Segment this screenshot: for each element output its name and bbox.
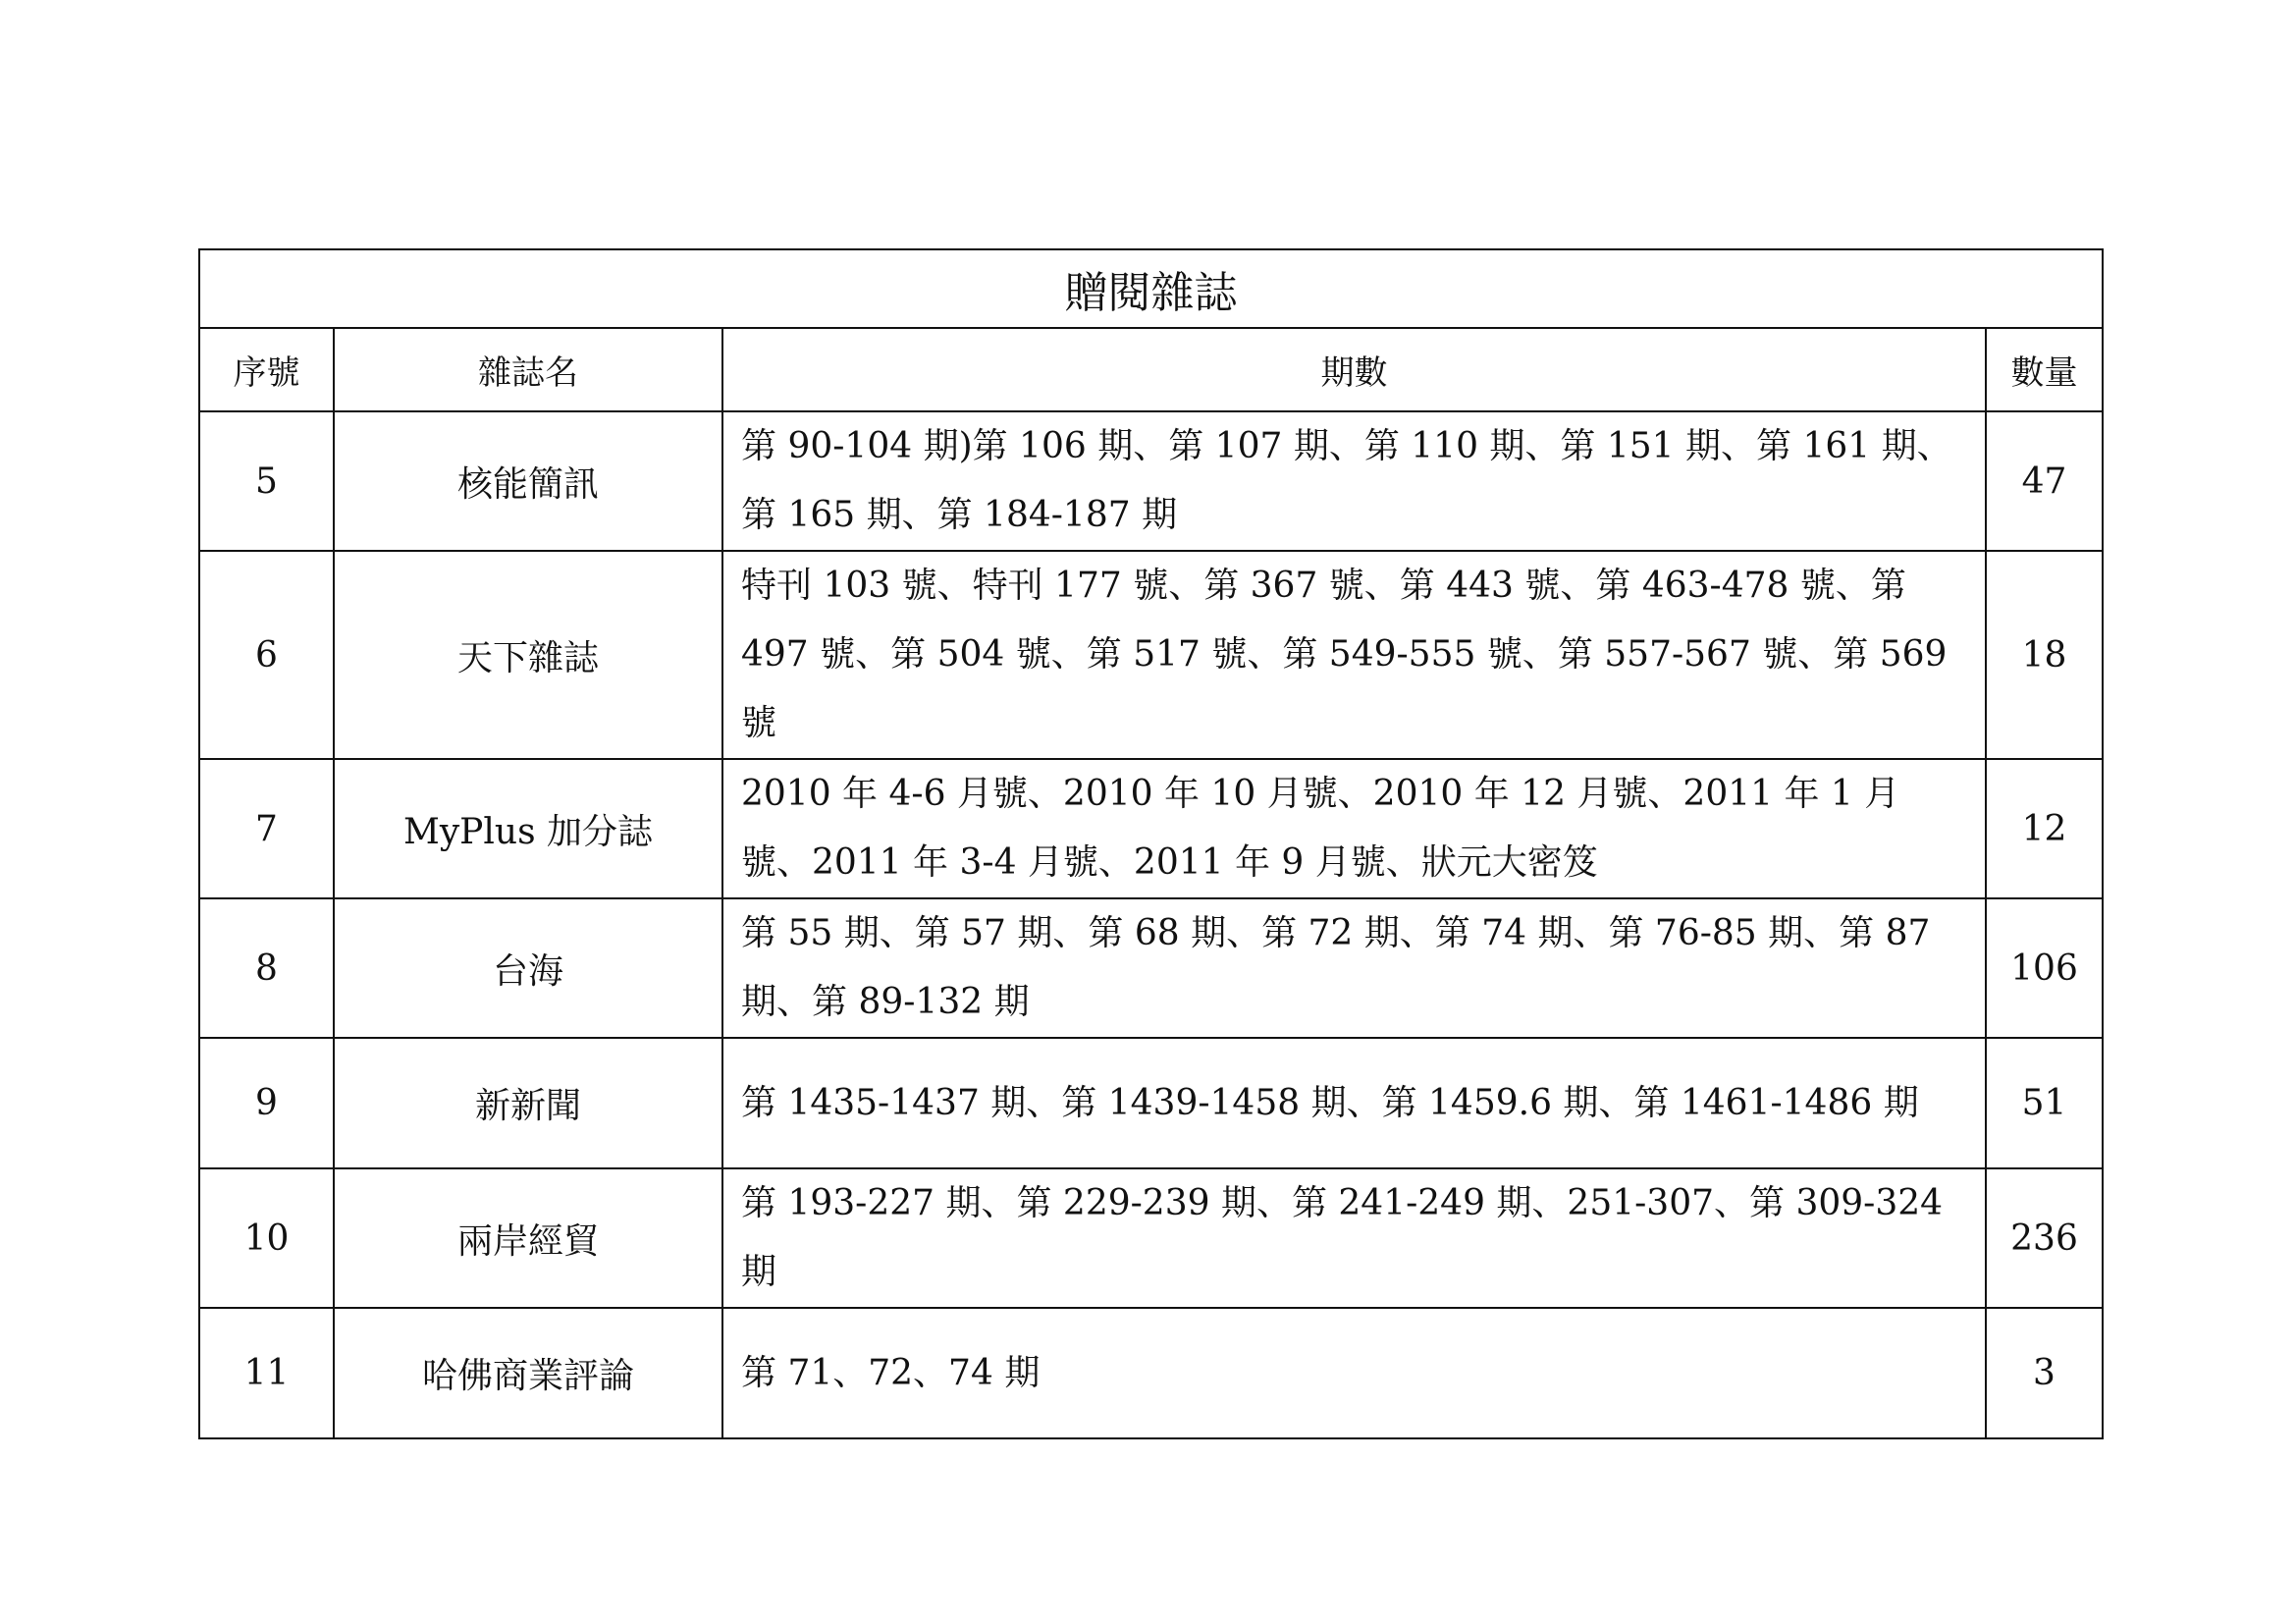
row-quantity: 18 <box>1986 551 2103 759</box>
row-serial-no: 11 <box>199 1308 334 1438</box>
row-issues: 第 193-227 期、第 229-239 期、第 241-249 期、251-307、第 309-324 期 <box>722 1168 1986 1308</box>
row-serial-no: 10 <box>199 1168 334 1308</box>
gift-magazines-table <box>198 248 2104 1439</box>
table-row <box>199 759 2103 898</box>
row-magazine-name: 台海 <box>334 898 722 1038</box>
table-row <box>199 898 2103 1038</box>
table-row <box>199 411 2103 551</box>
row-magazine-name: 哈佛商業評論 <box>334 1308 722 1438</box>
row-quantity: 3 <box>1986 1308 2103 1438</box>
header-magazine-name: 雜誌名 <box>334 328 722 411</box>
row-quantity: 106 <box>1986 898 2103 1038</box>
row-serial-no: 9 <box>199 1038 334 1168</box>
row-issues: 第 1435-1437 期、第 1439-1458 期、第 1459.6 期、第 1461-1486 期 <box>722 1038 1986 1168</box>
table-title-row <box>199 249 2103 328</box>
row-magazine-name: MyPlus 加分誌 <box>334 759 722 898</box>
table-header-row <box>199 328 2103 411</box>
row-issues: 2010 年 4-6 月號、2010 年 10 月號、2010 年 12 月號、2011 年 1 月號、2011 年 3-4 月號、2011 年 9 月號、狀元大密笈 <box>722 759 1986 898</box>
table-row <box>199 551 2103 759</box>
row-magazine-name: 天下雜誌 <box>334 551 722 759</box>
row-issues: 第 55 期、第 57 期、第 68 期、第 72 期、第 74 期、第 76-85 期、第 87 期、第 89-132 期 <box>722 898 1986 1038</box>
row-issues: 第 71、72、74 期 <box>722 1308 1986 1438</box>
row-quantity: 47 <box>1986 411 2103 551</box>
table-row <box>199 1038 2103 1168</box>
row-magazine-name: 新新聞 <box>334 1038 722 1168</box>
row-magazine-name: 核能簡訊 <box>334 411 722 551</box>
row-quantity: 236 <box>1986 1168 2103 1308</box>
header-issues: 期數 <box>722 328 1986 411</box>
header-serial-no: 序號 <box>199 328 334 411</box>
table-row <box>199 1168 2103 1308</box>
header-quantity: 數量 <box>1986 328 2103 411</box>
table-title: 贈閱雜誌 <box>199 249 2103 328</box>
row-magazine-name: 兩岸經貿 <box>334 1168 722 1308</box>
row-quantity: 51 <box>1986 1038 2103 1168</box>
row-issues: 特刊 103 號、特刊 177 號、第 367 號、第 443 號、第 463-478 號、第 497 號、第 504 號、第 517 號、第 549-555 號、第 557-567 號、第 569 號 <box>722 551 1986 759</box>
table-row <box>199 1308 2103 1438</box>
row-serial-no: 7 <box>199 759 334 898</box>
row-serial-no: 8 <box>199 898 334 1038</box>
row-issues: 第 90-104 期)第 106 期、第 107 期、第 110 期、第 151 期、第 161 期、第 165 期、第 184-187 期 <box>722 411 1986 551</box>
row-serial-no: 6 <box>199 551 334 759</box>
row-serial-no: 5 <box>199 411 334 551</box>
row-quantity: 12 <box>1986 759 2103 898</box>
